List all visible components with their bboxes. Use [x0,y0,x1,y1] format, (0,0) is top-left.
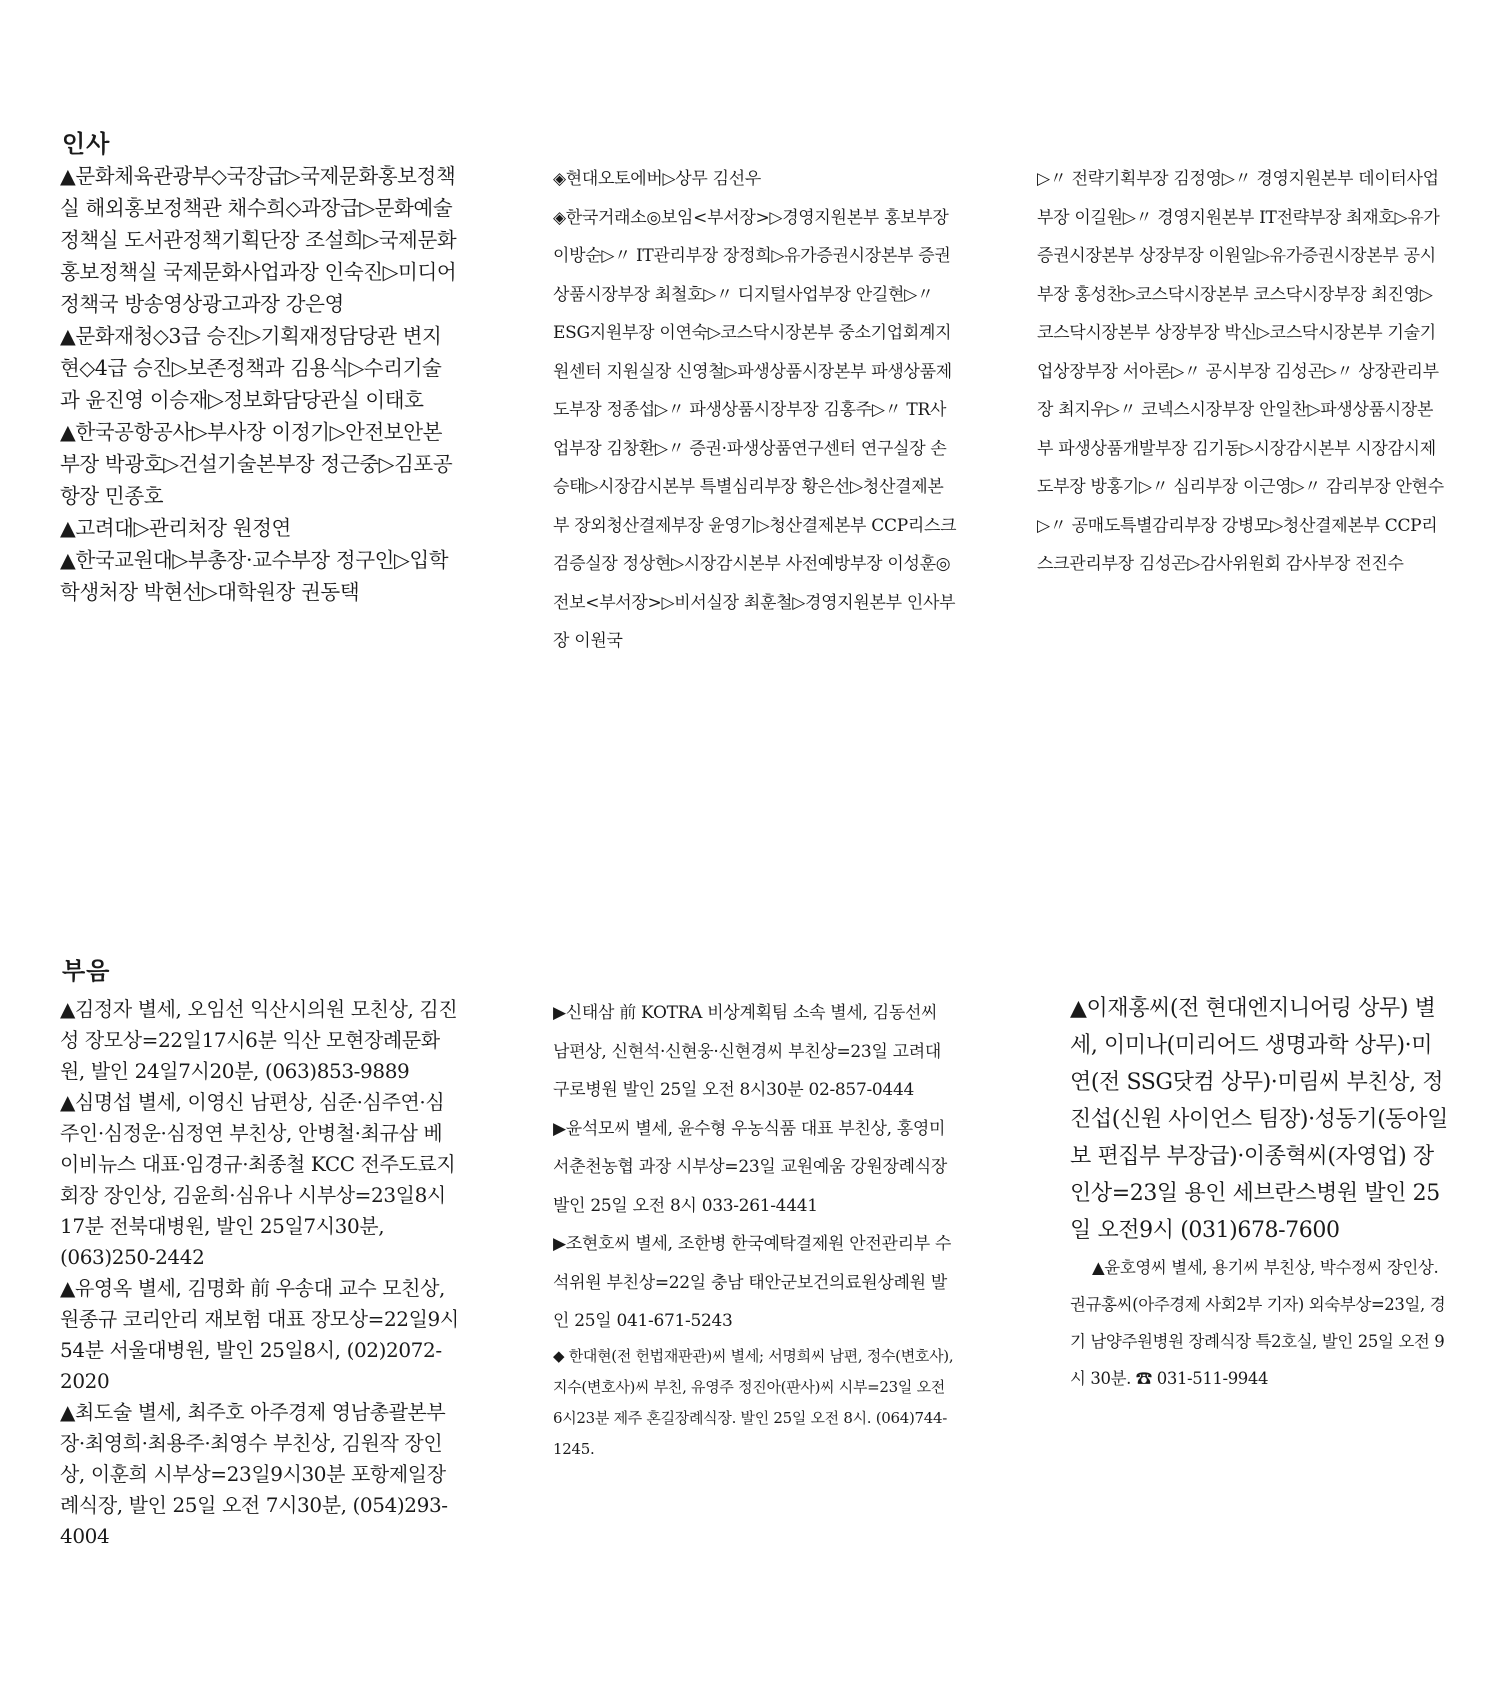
insa-item: ▷〃 전략기획부장 김정영▷〃 경영지원본부 데이터사업부장 이길원▷〃 경영지원본부 IT전략부장 최재호▷유가증권시장본부 상장부장 이원일▷유가증권시장본부 공시부장 홍성찬▷코스닥시장본부 코스닥시장부장 최진영▷코스닥시장본부 상장부장 박신▷코스닥시장본부 기술기업상장부장 서아론▷〃 공시부장 김성곤▷〃 상장관리부장 최지우▷〃 코넥스시장부장 안일찬▷파생상품시장본부 파생상품개발부장 김기동▷시장감시본부 시장감시제도부장 방홍기▷〃 심리부장 이근영▷〃 감리부장 안현수▷〃 공매도특별감리부장 강병모▷청산결제본부 CCP리스크관리부장 김성곤▷감사위원회 감사부장 전진수 [1037,169,1444,574]
bueum-item: ▲김정자 별세, 오임선 익산시의원 모친상, 김진성 장모상=22일17시6분 익산 모현장례문화원, 발인 24일7시20분, (063)853-9889 [60,997,458,1083]
bueum-item: ▲이재홍씨(전 현대엔지니어링 상무) 별세, 이미나(미리어드 생명과학 상무)·미연(전 SSG닷컴 상무)·미림씨 부친상, 정진섭(신원 사이언스 팀장)·성동기(동아일보 편집부 부장급)·이종혁씨(자영업) 장인상=23일 용인 세브란스병원 발인 25일 오전9시 (031)678-7600 [1070,996,1448,1243]
bueum-item: ▲최도술 별세, 최주호 아주경제 영남총괄본부장·최영희·최용주·최영수 부친상, 김원작 장인상, 이훈희 시부상=23일9시30분 포항제일장례식장, 발인 25일 오전 7시30분, (054)293-4004 [60,1400,448,1548]
bueum-column-3 [1070,990,1448,1397]
insa-item: ◈한국거래소◎보임<부서장>▷경영지원본부 홍보부장 이방순▷〃 IT관리부장 장정희▷유가증권시장본부 증권상품시장부장 최철호▷〃 디지털사업부장 안길현▷〃 ESG지원부장 이연숙▷코스닥시장본부 중소기업회계지원센터 지원실장 신영철▷파생상품시장본부 파생상품제도부장 정종섭▷〃 파생상품시장부장 김홍주▷〃 TR사업부장 김창환▷〃 증권·파생상품연구센터 연구실장 손승태▷시장감시본부 특별심리부장 황은선▷청산결제본부 장외청산결제부장 윤영기▷청산결제본부 CCP리스크검증실장 정상현▷시장감시본부 사전예방부장 이성훈◎전보<부서장>▷비서실장 최훈철▷경영지원본부 인사부장 이원국 [553,207,957,651]
insa-item: ▲문화체육관광부◇국장급▷국제문화홍보정책실 해외홍보정책관 채수희◇과장급▷문화예술정책실 도서관정책기획단장 조설희▷국제문화홍보정책실 국제문화사업과장 인숙진▷미디어정책국 방송영상광고과장 강은영 [60,164,457,316]
insa-item: ▲문화재청◇3급 승진▷기획재정담당관 변지현◇4급 승진▷보존정책과 김용식▷수리기술과 윤진영 이승재▷정보화담당관실 이태호 [60,324,442,412]
bueum-item: ▶조현호씨 별세, 조한병 한국예탁결제원 안전관리부 수석위원 부친상=22일 충남 태안군보건의료원상례원 발인 25일 041-671-5243 [553,1234,952,1331]
bueum-item: ▲윤호영씨 별세, 용기씨 부친상, 박수정씨 장인상. 권규홍씨(아주경제 사회2부 기자) 외숙부상=23일, 경기 남양주원병원 장례식장 특2호실, 발인 25일 오전 9시 30분. ☎ 031-511-9944 [1070,1258,1446,1388]
bueum-column-1 [60,994,460,1552]
section-title-bueum: 부음 [62,957,111,985]
insa-item: ◈현대오토에버▷상무 김선우 [553,169,761,189]
bueum-item: ▲유영옥 별세, 김명화 前 우송대 교수 모친상, 원종규 코리안리 재보험 대표 장모상=22일9시54분 서울대병원, 발인 25일8시, (02)2072-2020 [60,1276,459,1393]
section-title-insa: 인사 [62,130,111,158]
bueum-item: ◆ 한대현(전 헌법재판관)씨 별세; 서명희씨 남편, 정수(변호사), 지수(변호사)씨 부친, 유영주 정진아(판사)씨 시부=23일 오전 6시23분 제주 혼길장례식장. 발인 25일 오전 8시. (064)744-1245. [553,1346,954,1458]
bueum-item: ▲심명섭 별세, 이영신 남편상, 심준·심주연·심주인·심정운·심정연 부친상, 안병철·최규삼 베이비뉴스 대표·임경규·최종철 KCC 전주도료지회장 장인상, 김윤희·심유나 시부상=23일8시17분 전북대병원, 발인 25일7시30분, (063)250-2442 [60,1090,456,1269]
bueum-column-2 [553,994,958,1465]
insa-item: ▲한국교원대▷부총장·교수부장 정구인▷입학학생처장 박현선▷대학원장 권동택 [60,548,449,604]
insa-column-1 [60,160,460,608]
insa-item: ▲고려대▷관리처장 원정연 [60,516,291,540]
insa-column-2 [553,160,958,661]
bueum-item: ▶신태삼 前 KOTRA 비상계획팀 소속 별세, 김동선씨 남편상, 신현석·신현웅·신현경씨 부친상=23일 고려대 구로병원 발인 25일 오전 8시30분 02-857-0444 [553,1003,942,1100]
insa-column-3 [1037,160,1447,584]
insa-item: ▲한국공항공사▷부사장 이정기▷안전보안본부장 박광호▷건설기술본부장 정근중▷김포공항장 민종호 [60,420,453,508]
bueum-item: ▶윤석모씨 별세, 윤수형 우농식품 대표 부친상, 홍영미 서춘천농협 과장 시부상=23일 교원예움 강원장례식장 발인 25일 오전 8시 033-261-4441 [553,1118,947,1216]
